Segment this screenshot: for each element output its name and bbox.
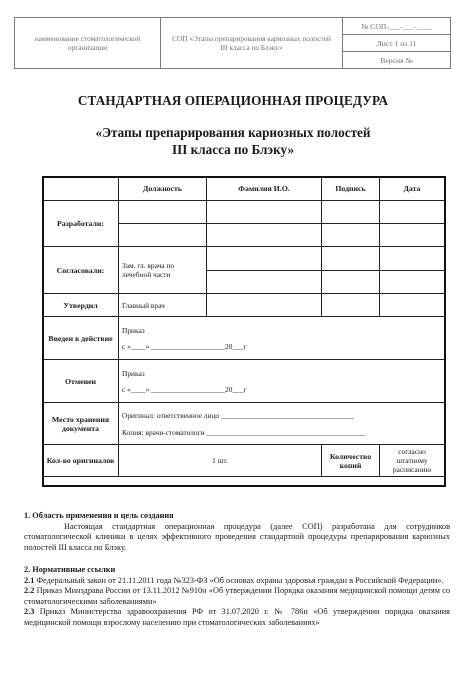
section-2-title: 2. Нормативные ссылки [24, 565, 116, 574]
introduced-order [119, 317, 445, 360]
row-originals-label: Кол-во оригиналов [43, 445, 119, 477]
row-storage-label: Место хранения документа [43, 403, 119, 445]
reference-2-2 [24, 586, 450, 607]
approved-position: Главный врач [119, 294, 207, 317]
reference-2-3-text: Приказ Министерства здравоохранения РФ от 31.07.2020 г. № 786н «Об утверждении порядка оказания медицинской помощи взрослому населению при стоматологических заболеваниях» [24, 607, 450, 627]
col-name: Фамилия И.О. [207, 177, 322, 201]
title-line-2: III класса по Блэку» [171, 142, 295, 157]
cancelled-order-label: Приказ [122, 368, 145, 378]
document-title [0, 124, 466, 158]
col-signature: Подпись [322, 177, 380, 201]
document-body [24, 511, 450, 628]
title-line-1: «Этапы препарирования кариозных полостей [95, 125, 371, 140]
row-developed-label: Разработали: [43, 201, 119, 247]
storage-original: Оригинал: ответственное лицо ____________________________________ [122, 410, 354, 420]
agreed-position: Зам. гл. врача по лечебной части [119, 247, 207, 294]
corner-cell [43, 177, 119, 201]
introduced-order-label: Приказ [122, 325, 145, 335]
document-header [14, 17, 451, 69]
section-1-title: 1. Область применения и цель создания [24, 511, 174, 520]
copies-label: Количество копий [322, 445, 380, 477]
cancelled-order-date: с «____» ____________________20___г [122, 384, 247, 394]
section-1-text: Настоящая стандартная операционная процедура (далее СОП) разработана для сотрудников стоматологической клиники в целях эффективного проведения стандартной процедуры препарирования кариозных полостей III класса по Блэку. [24, 521, 450, 552]
reference-2-2-number: 2.2 [24, 586, 35, 595]
reference-2-2-text: Приказ Минздрава России от 13.11.2012 №910н «Об утверждении Порядка оказания медицинской помощи детям со стоматологическими заболеваниями» [24, 586, 450, 606]
reference-2-1-text: Федеральный закон от 21.11.2011 года №323-ФЗ «Об основах охраны здоровья граждан в Российской Федерации». [34, 575, 444, 585]
storage-info [119, 403, 445, 445]
storage-copies: Копия: врачи-стоматологи ___________________________________________ [122, 427, 366, 437]
row-agreed-label: Согласовали: [43, 247, 119, 294]
row-approved-label: Утвердил [43, 294, 119, 317]
sop-name: СОП «Этапы препарирования кариозных полостей III класса по Блэку» [161, 18, 343, 69]
cancelled-order [119, 360, 445, 403]
reference-2-3-number: 2.3 [24, 607, 35, 616]
row-cancelled-label: Отменен [43, 360, 119, 403]
col-date: Дата [380, 177, 445, 201]
reference-2-3 [24, 607, 450, 628]
col-position: Должность [119, 177, 207, 201]
reference-2-1 [24, 576, 450, 587]
document-type: СТАНДАРТНАЯ ОПЕРАЦИОННАЯ ПРОЦЕДУРА [77, 93, 389, 108]
reference-2-1-number: 2.1 [24, 575, 35, 585]
sheet-number: Лист 1 из 11 [343, 35, 451, 52]
originals-value: 1 шт. [119, 445, 322, 477]
copies-value: согласно штатному расписанию [380, 445, 445, 477]
approval-table [42, 176, 445, 477]
organization-name: наименование стоматологической организации [15, 18, 161, 69]
introduced-order-date: с «____» ____________________20___г [122, 341, 247, 351]
row-introduced-label: Введен в действие [43, 317, 119, 360]
version-number: Версия № [343, 52, 451, 69]
sop-number: № СОП-___-___-____ [343, 18, 451, 35]
